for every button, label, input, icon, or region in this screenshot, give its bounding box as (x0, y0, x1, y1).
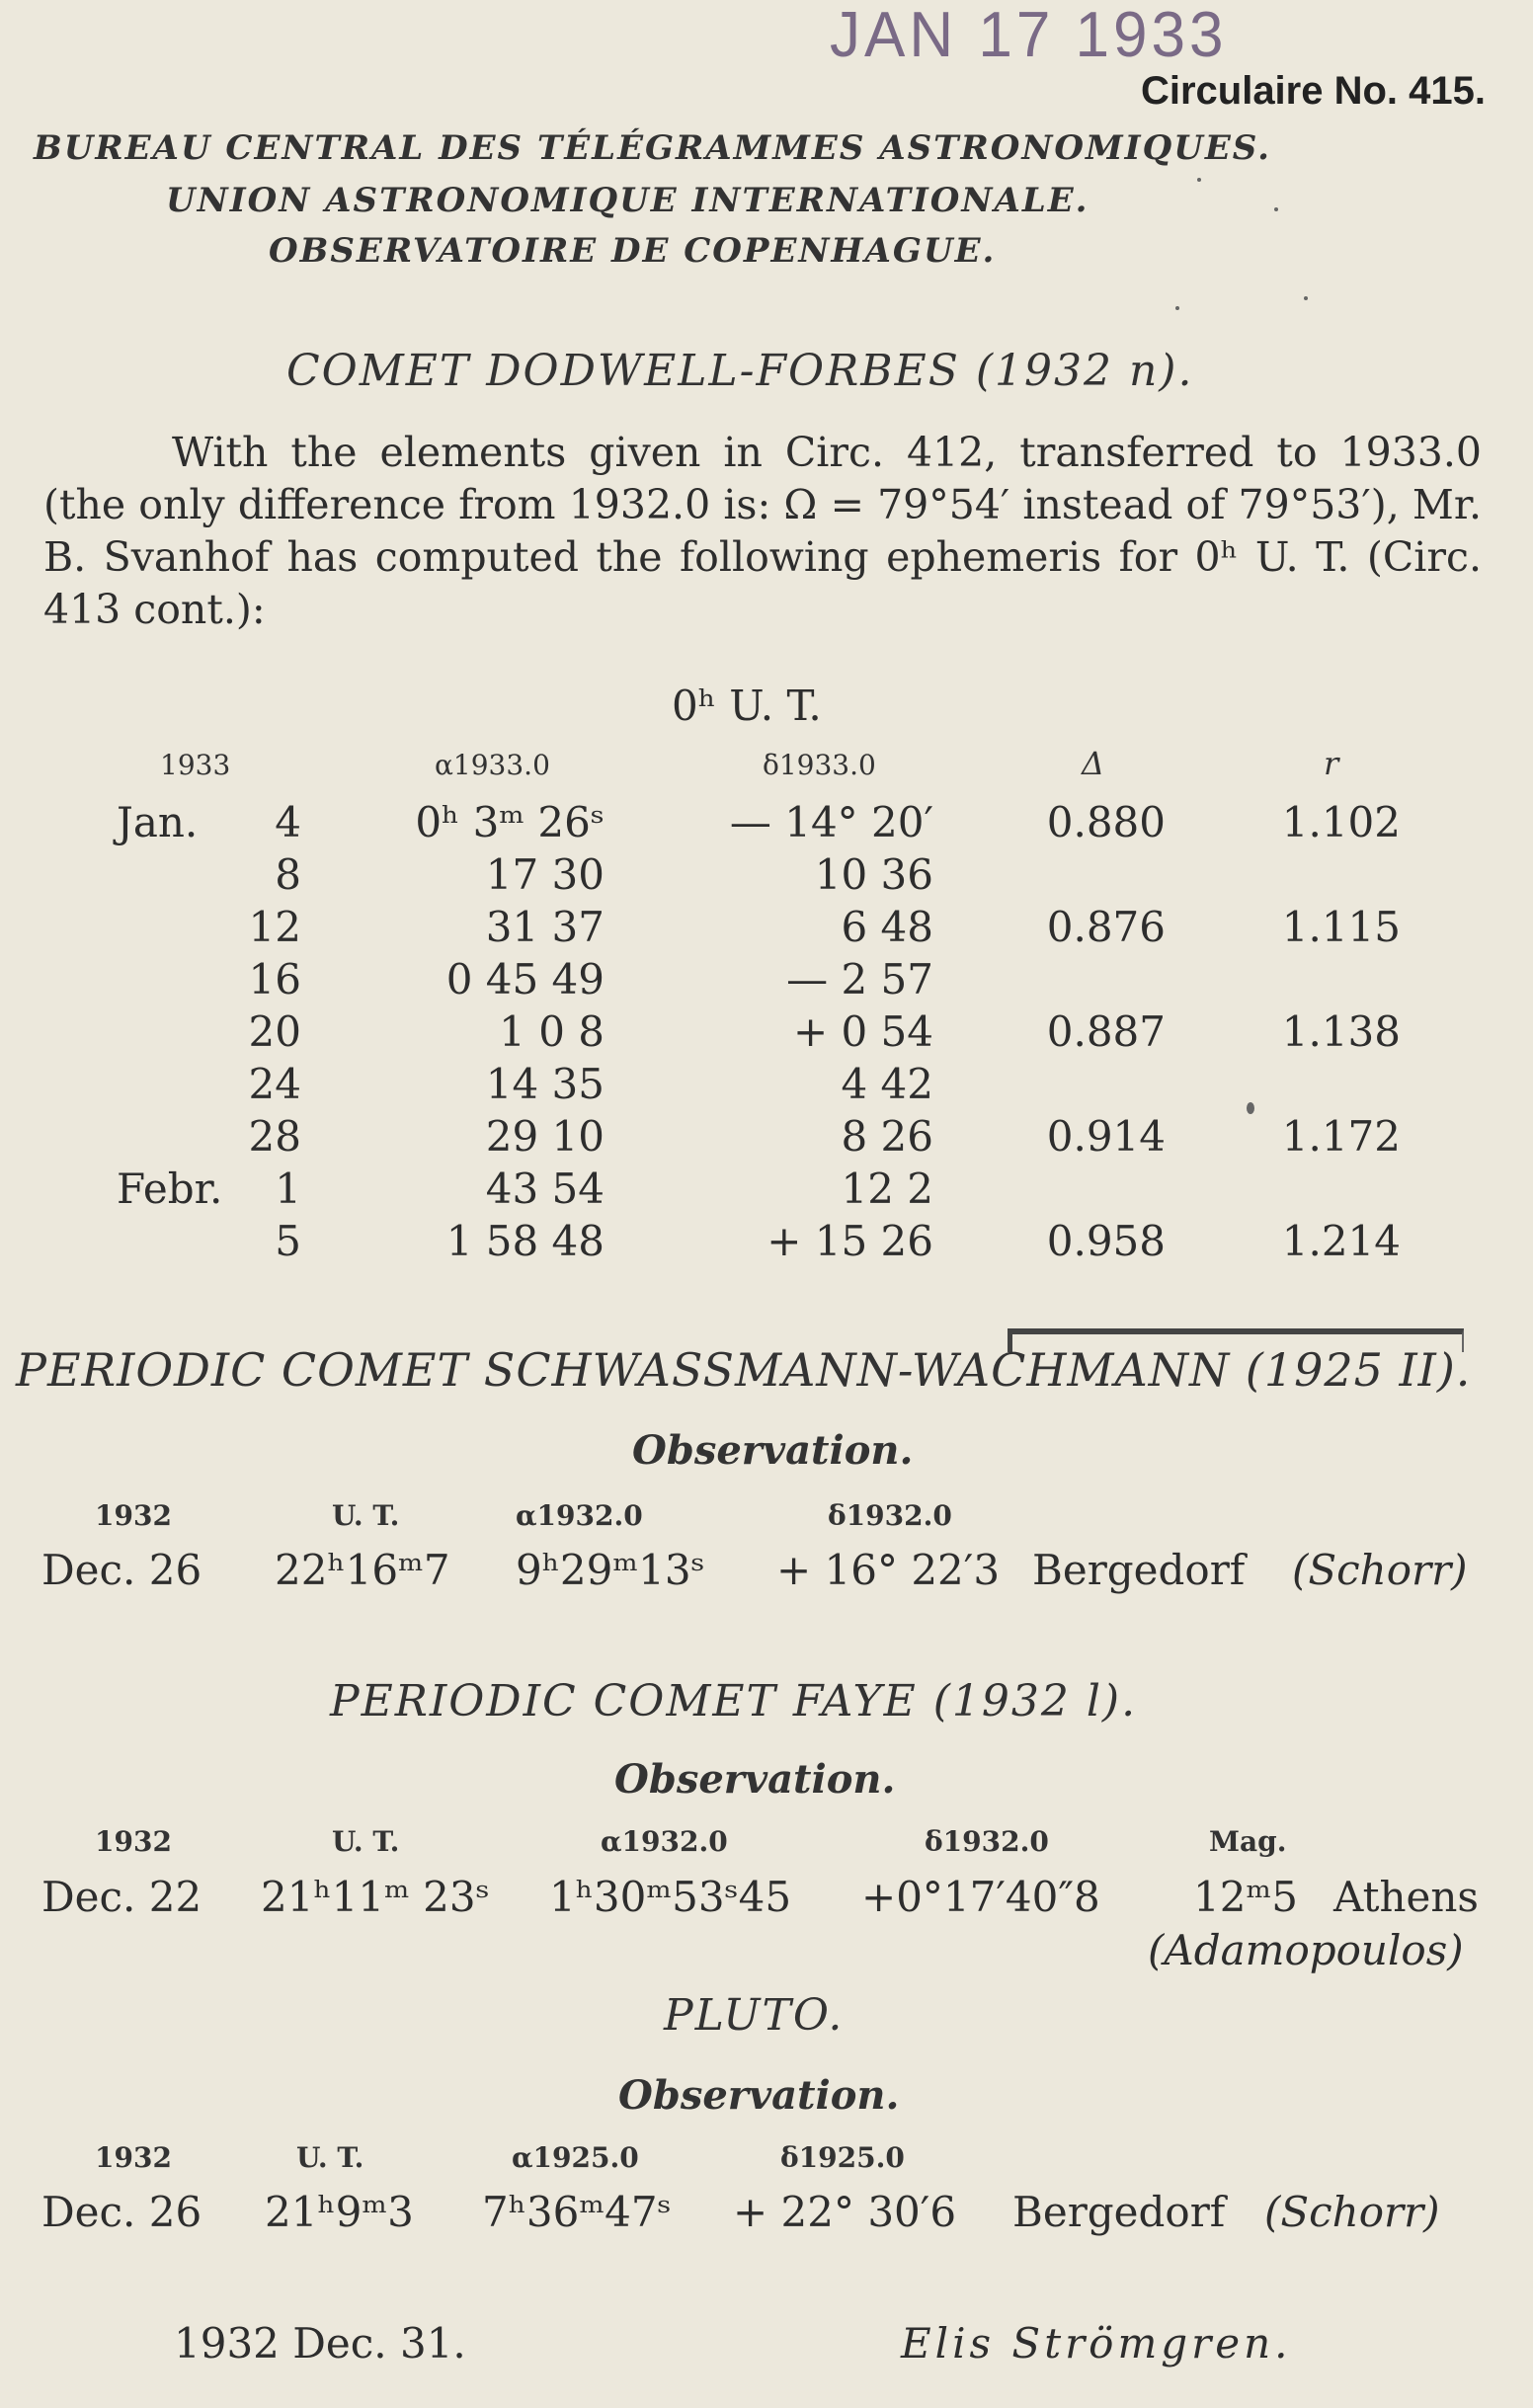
ink-speck (1175, 306, 1179, 310)
comet-faye-title: PERIODIC COMET FAYE (1932 l). (330, 1676, 1138, 1726)
obs3-ra: 7ʰ36ᵐ47ˢ (482, 2188, 672, 2236)
obs2-dec: +0°17′40″8 (861, 1873, 1100, 1921)
obs2-observer: (Adamopoulos) (1148, 1926, 1464, 1974)
obs1-dec: + 16° 22′3 (776, 1546, 1001, 1594)
intro-paragraph: With the elements given in Circ. 412, transferred to 1933.0 (the only difference from 1932.0 is: Ω = 79°54′ instead of 79°53′), Mr. B. Svanhof has computed the following ephemeris for 0ʰ U. T. (Circ. 413 cont.): (43, 429, 1482, 633)
comet-schwassmann-wachmann-title: PERIODIC COMET SCHWASSMANN-WACHMANN (1925 II). (16, 1343, 1472, 1397)
col-header-ra: α1933.0 (435, 749, 550, 781)
ephemeris-day-cell: 5 (275, 1217, 301, 1265)
ephemeris-table-title: 0ʰ U. T. (672, 682, 822, 730)
comet-dodwell-forbes-title: COMET DODWELL-FORBES (1932 n). (286, 346, 1194, 396)
ephemeris-day-cell: 8 (275, 850, 301, 899)
obs2-header-mag: Mag. (1209, 1825, 1287, 1858)
ephemeris-dec-cell: 4 42 (841, 1060, 933, 1108)
obs1-ra: 9ʰ29ᵐ13ˢ (516, 1546, 705, 1594)
obs1-header-ra: α1932.0 (516, 1499, 643, 1532)
obs3-header-dec: δ1925.0 (780, 2141, 905, 2174)
obs2-header-year: 1932 (95, 1825, 172, 1858)
ephemeris-day-cell: 1 (275, 1164, 301, 1213)
ephemeris-r-cell: 1.138 (1281, 1007, 1401, 1056)
obs1-ut: 22ʰ16ᵐ7 (275, 1546, 450, 1594)
ink-speck (1247, 1102, 1254, 1114)
ephemeris-ra-cell: 31 37 (485, 903, 605, 951)
obs3-dec: + 22° 30′6 (733, 2188, 957, 2236)
ephemeris-ra-cell: 0 45 49 (445, 955, 605, 1003)
ephemeris-ra-cell: 14 35 (485, 1060, 605, 1108)
obs2-date: Dec. 22 (41, 1873, 202, 1921)
obs2-header-ra: α1932.0 (601, 1825, 728, 1858)
col-header-year: 1933 (160, 749, 231, 781)
ephemeris-delta-cell: 0.887 (1046, 1007, 1166, 1056)
bureau-line-3: OBSERVATOIRE DE COPENHAGUE. (269, 231, 997, 271)
ephemeris-delta-cell: 0.914 (1046, 1112, 1166, 1161)
obs1-date: Dec. 26 (41, 1546, 202, 1594)
ephemeris-dec-cell: 8 26 (841, 1112, 933, 1161)
obs1-header-year: 1932 (95, 1499, 172, 1532)
received-date-stamp: JAN 17 1933 (830, 0, 1228, 71)
footer-date: 1932 Dec. 31. (174, 2319, 466, 2368)
ephemeris-delta-cell: 0.876 (1046, 903, 1166, 951)
obs3-header-ra: α1925.0 (512, 2141, 639, 2174)
ephemeris-dec-cell: 6 48 (841, 903, 933, 951)
observation-label-1: Observation. (632, 1427, 914, 1474)
ink-speck (1304, 296, 1308, 300)
circular-number: Circulaire No. 415. (1140, 69, 1486, 113)
obs2-header-ut: U. T. (332, 1825, 400, 1858)
pluto-title: PLUTO. (664, 1990, 845, 2041)
obs2-ut: 21ʰ11ᵐ 23ˢ (261, 1873, 490, 1921)
ephemeris-ra-cell: 1 58 48 (445, 1217, 605, 1265)
ephemeris-ra-cell: 43 54 (485, 1164, 605, 1213)
obs2-mag: 12ᵐ5 (1193, 1873, 1298, 1921)
col-header-r: r (1324, 745, 1339, 782)
observation-label-3: Observation. (618, 2072, 900, 2119)
obs1-place: Bergedorf (1032, 1546, 1246, 1594)
obs1-header-dec: δ1932.0 (828, 1499, 952, 1532)
ink-speck (1274, 207, 1278, 211)
ephemeris-dec-cell: 12 2 (841, 1164, 933, 1213)
ephemeris-r-cell: 1.214 (1281, 1217, 1401, 1265)
ephemeris-day-cell: 12 (248, 903, 301, 951)
ephemeris-day-cell: 16 (248, 955, 301, 1003)
obs2-header-dec: δ1932.0 (925, 1825, 1049, 1858)
ephemeris-dec-cell: + 15 26 (766, 1217, 933, 1265)
ephemeris-dec-cell: — 14° 20′ (729, 798, 933, 846)
ephemeris-delta-cell: 0.880 (1046, 798, 1166, 846)
ephemeris-day-cell: 20 (248, 1007, 301, 1056)
obs3-header-ut: U. T. (296, 2141, 364, 2174)
obs2-ra: 1ʰ30ᵐ53ˢ45 (549, 1873, 792, 1921)
ephemeris-day-cell: 24 (248, 1060, 301, 1108)
obs3-header-year: 1932 (95, 2141, 172, 2174)
ephemeris-dec-cell: + 0 54 (792, 1007, 933, 1056)
ephemeris-month-cell: Jan. (117, 798, 199, 846)
obs2-place: Athens (1333, 1873, 1479, 1921)
ephemeris-day-cell: 4 (275, 798, 301, 846)
ephemeris-ra-cell: 29 10 (485, 1112, 605, 1161)
col-header-delta: Δ (1082, 745, 1105, 782)
bureau-line-1: BUREAU CENTRAL DES TÉLÉGRAMMES ASTRONOMIQUES. (34, 128, 1271, 168)
bureau-line-2: UNION ASTRONOMIQUE INTERNATIONALE. (166, 181, 1089, 220)
ephemeris-ra-cell: 17 30 (485, 850, 605, 899)
ephemeris-dec-cell: 10 36 (814, 850, 933, 899)
ephemeris-month-cell: Febr. (117, 1164, 223, 1213)
signature: Elis Strömgren. (901, 2319, 1292, 2368)
obs3-observer: (Schorr) (1264, 2188, 1440, 2236)
obs1-observer: (Schorr) (1292, 1546, 1468, 1594)
ephemeris-day-cell: 28 (248, 1112, 301, 1161)
observation-label-2: Observation. (614, 1756, 896, 1803)
ephemeris-r-cell: 1.172 (1281, 1112, 1401, 1161)
ephemeris-ra-cell: 0ʰ 3ᵐ 26ˢ (415, 798, 605, 846)
obs3-date: Dec. 26 (41, 2188, 202, 2236)
ephemeris-r-cell: 1.115 (1281, 903, 1401, 951)
ink-speck (1197, 178, 1201, 182)
obs3-ut: 21ʰ9ᵐ3 (265, 2188, 414, 2236)
col-header-dec: δ1933.0 (763, 749, 876, 781)
obs1-header-ut: U. T. (332, 1499, 400, 1532)
ephemeris-ra-cell: 1 0 8 (499, 1007, 605, 1056)
ephemeris-dec-cell: — 2 57 (786, 955, 933, 1003)
ephemeris-r-cell: 1.102 (1281, 798, 1401, 846)
ephemeris-delta-cell: 0.958 (1046, 1217, 1166, 1265)
obs3-place: Bergedorf (1012, 2188, 1226, 2236)
